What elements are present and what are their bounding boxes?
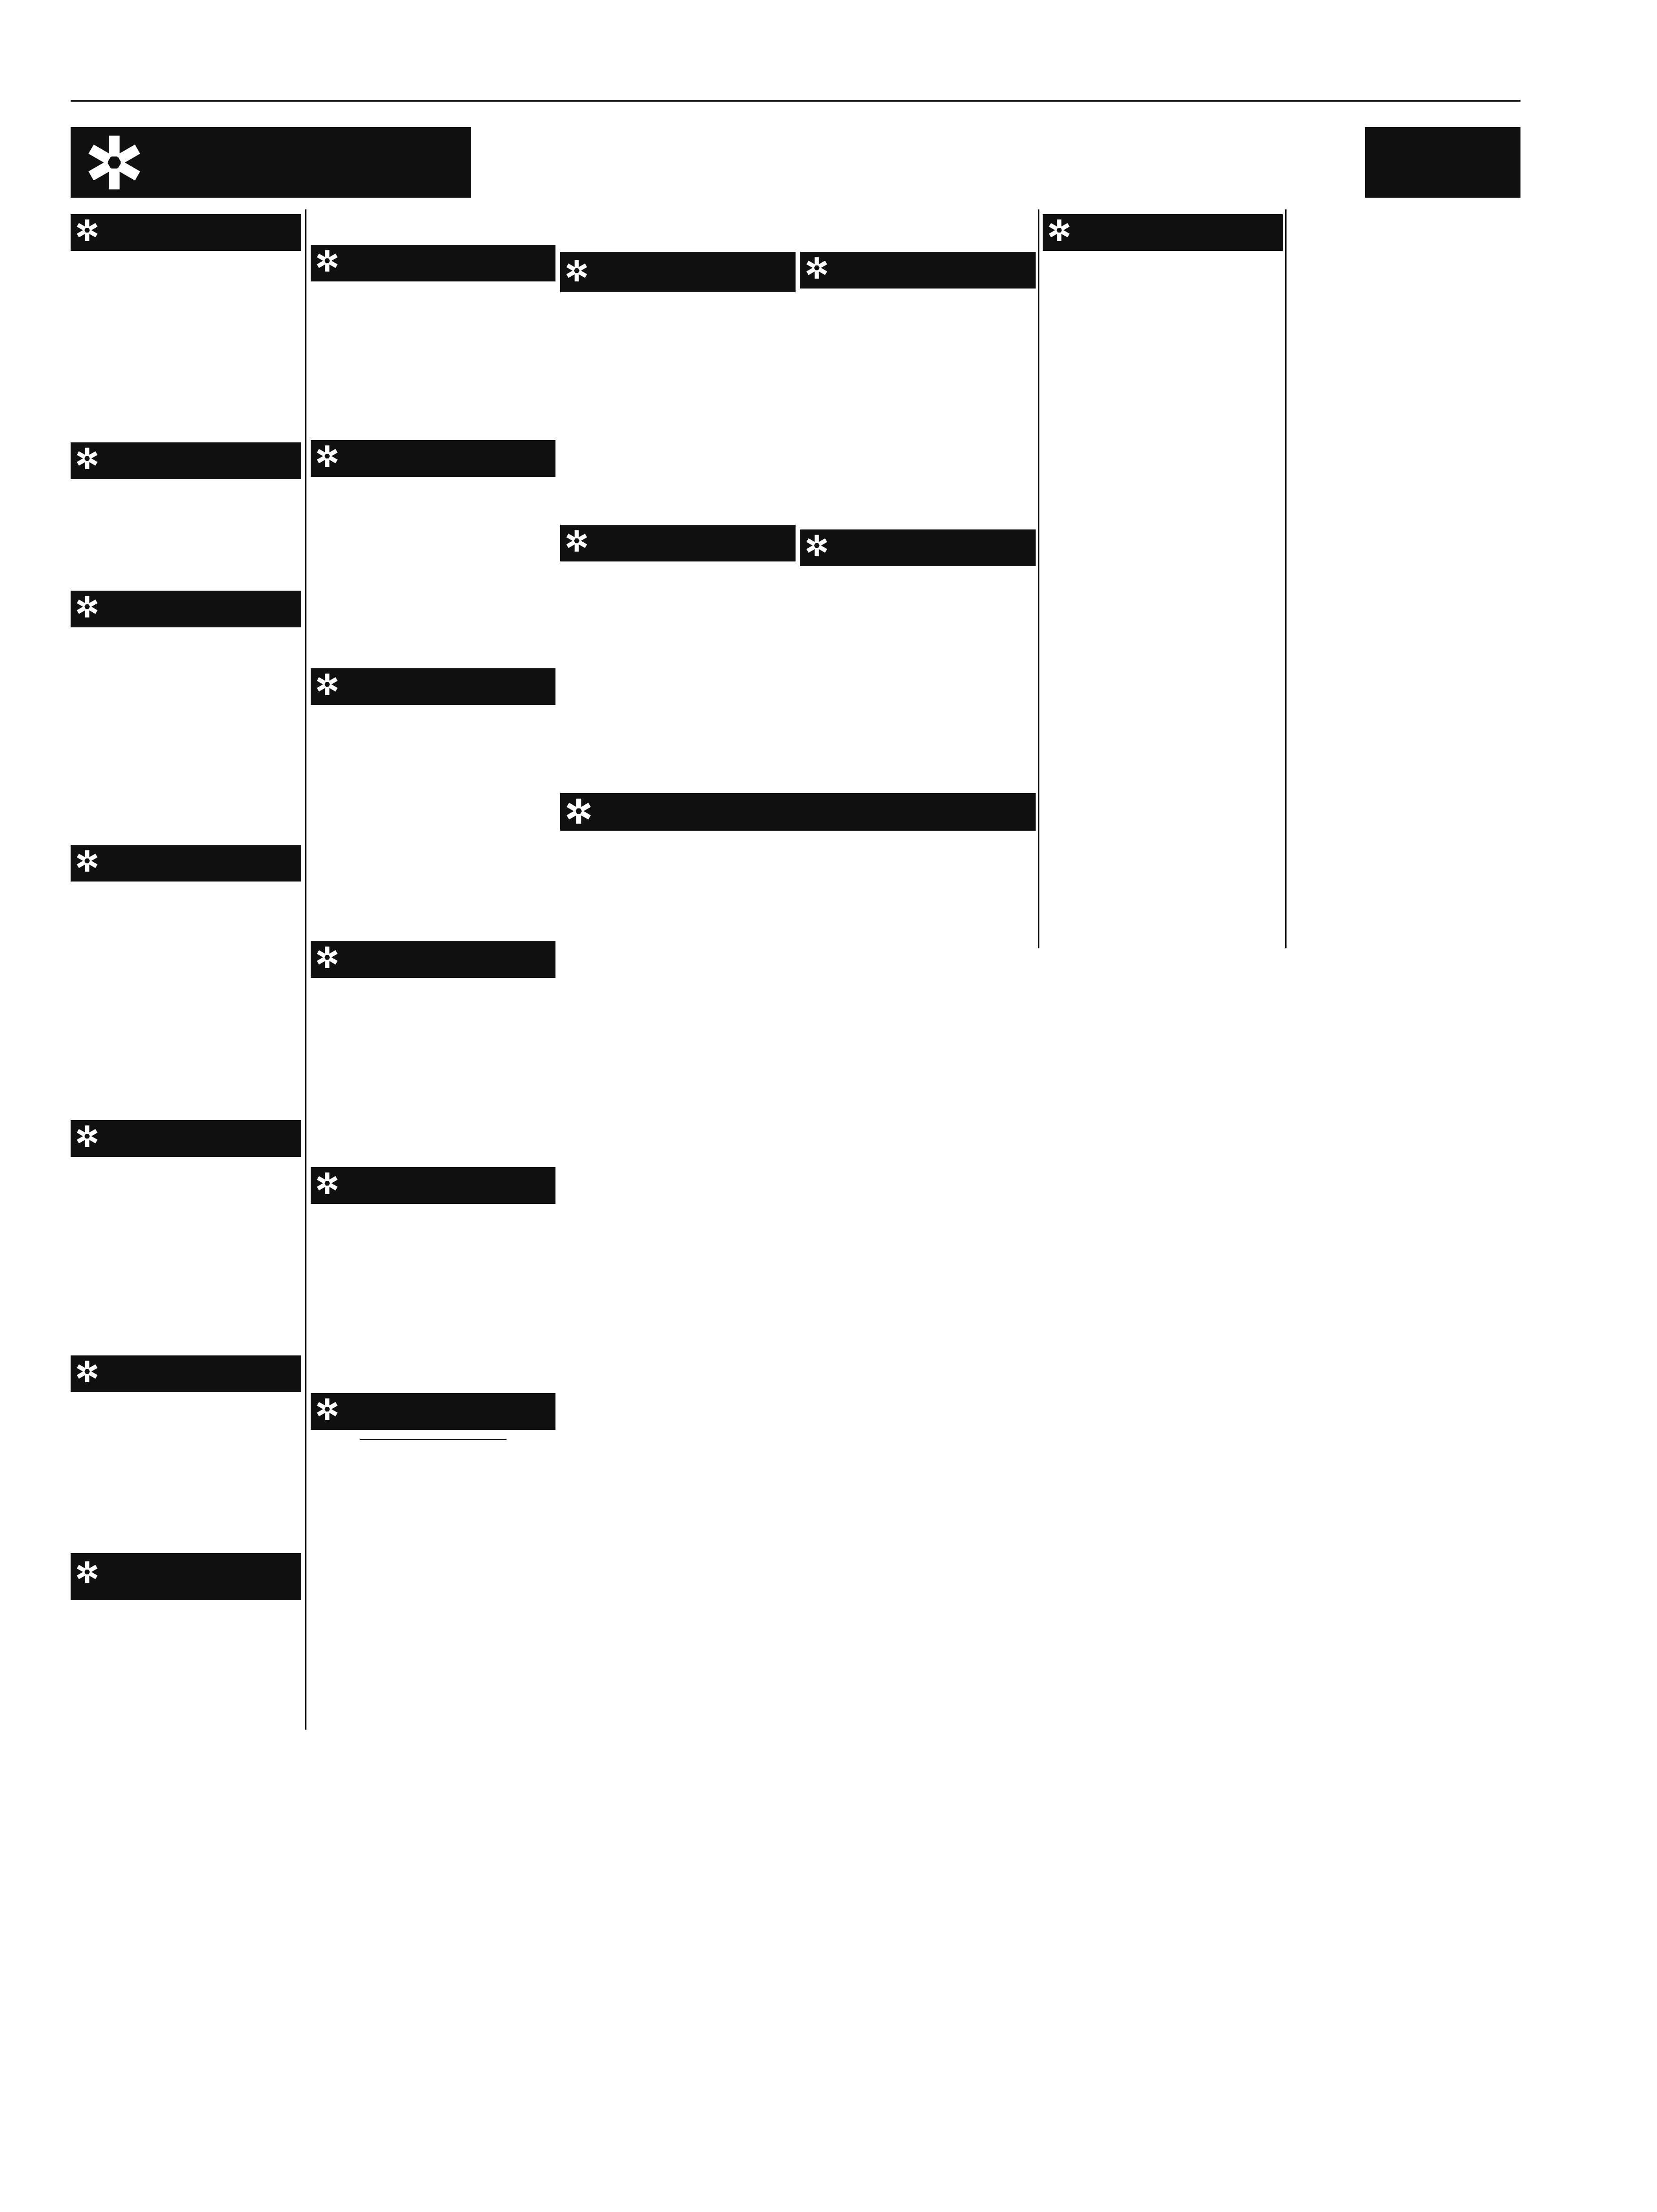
cinema-avis [311, 941, 555, 1158]
cinema-politeama [71, 845, 301, 1118]
star-icon: ✲ [75, 216, 99, 247]
cinema-header [71, 1553, 301, 1600]
star-icon: ✲ [315, 441, 339, 473]
cinema-chiado-terrasse [71, 1553, 301, 1718]
cinema-estudio-444 [560, 252, 796, 497]
cinema-header [1043, 214, 1283, 251]
star-icon: ✲ [565, 793, 593, 830]
cinema-header [311, 440, 555, 477]
cinema-tivoli [560, 525, 796, 774]
star-icon: ✲ [315, 1395, 339, 1426]
cinema-header [71, 591, 301, 627]
column-divider [1038, 209, 1039, 948]
cinema-lido [71, 1355, 301, 1553]
star-icon: ✲ [75, 1357, 99, 1388]
cinema-odeon [1043, 214, 1283, 544]
header-rule [71, 100, 1520, 102]
star-icon: ✲ [315, 246, 339, 277]
star-icon: ✲ [75, 444, 99, 475]
cinema-alvalade [800, 529, 1036, 774]
cinema-header [311, 668, 555, 705]
column-divider [305, 209, 306, 1730]
cinema-header [311, 941, 555, 978]
cinema-roma [311, 440, 555, 661]
page-title [471, 127, 1365, 198]
star-icon: ✲ [315, 670, 339, 701]
star-icon: ✲ [805, 253, 829, 284]
star-icon: ✲ [75, 1122, 99, 1153]
outros-column-2 [800, 840, 1036, 1038]
cinema-header [800, 529, 1036, 566]
cinema-header [71, 1355, 301, 1392]
cinema-header [71, 214, 301, 251]
cinema-mundial [311, 668, 555, 932]
cinema-eden [311, 245, 555, 433]
star-icon: ✲ [75, 592, 99, 623]
cinema-header [560, 525, 796, 561]
cinema-monumental [311, 1393, 555, 1732]
column-divider [1285, 209, 1287, 948]
title-banner [71, 124, 1520, 203]
cinema-header [560, 252, 796, 292]
divider [360, 1439, 507, 1440]
cinema-header [311, 1393, 555, 1430]
star-icon: ✲ [85, 124, 144, 203]
cinema-header [71, 1120, 301, 1157]
star-icon: ✲ [565, 526, 589, 557]
cinema-estudio [71, 442, 301, 598]
star-icon: ✲ [315, 943, 339, 974]
cinema-imperio [71, 214, 301, 435]
star-icon: ✲ [315, 1169, 339, 1200]
cinema-header [311, 1167, 555, 1204]
cinema-header [800, 252, 1036, 289]
cinema-header [311, 245, 555, 281]
outros-banner [560, 793, 1036, 831]
cinema-header [71, 442, 301, 479]
cinema-sao-luiz [800, 252, 1036, 497]
star-icon: ✲ [75, 1557, 99, 1588]
star-icon: ✲ [805, 531, 829, 562]
star-icon: ✲ [75, 846, 99, 877]
cinema-europa [71, 1120, 301, 1355]
cinema-sao-jorge [311, 1167, 555, 1384]
outros-column-1 [560, 840, 796, 1282]
star-icon: ✲ [565, 256, 589, 287]
cinema-header [71, 845, 301, 882]
cinema-vox [71, 591, 301, 850]
star-icon: ✲ [1047, 216, 1071, 247]
